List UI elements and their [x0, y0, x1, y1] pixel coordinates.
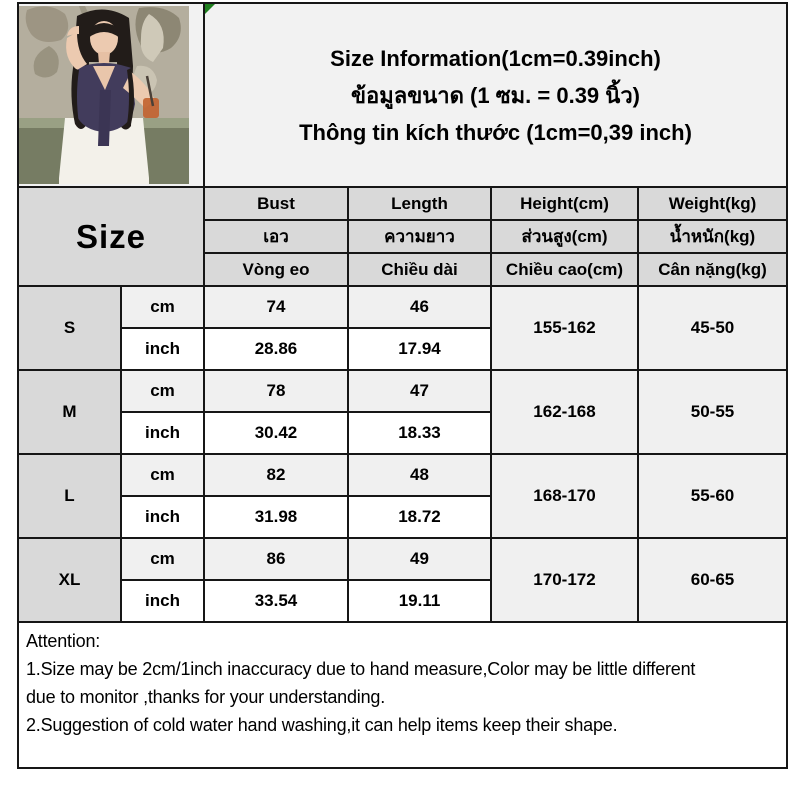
size-label-m: M: [18, 370, 121, 454]
l-bust-inch: 31.98: [204, 496, 348, 538]
xl-length-inch: 19.11: [348, 580, 491, 622]
row-xl-cm: [18, 538, 787, 580]
attention-row: [18, 622, 787, 768]
attention-cell: [18, 622, 787, 768]
m-length-cm: 47: [348, 370, 491, 412]
col-bust-en: Bust: [204, 187, 348, 220]
l-weight: 55-60: [638, 454, 787, 538]
col-bust-th: เอว: [204, 220, 348, 253]
green-corner-flag-icon: [205, 4, 215, 14]
title-row: [18, 3, 787, 187]
s-weight: 45-50: [638, 286, 787, 370]
s-length-cm: 46: [348, 286, 491, 328]
title-vi: Thông tin kích thước (1cm=0,39 inch): [299, 119, 692, 145]
model-photo-cell: [18, 3, 204, 187]
m-length-inch: 18.33: [348, 412, 491, 454]
m-weight: 50-55: [638, 370, 787, 454]
size-header-cell: [18, 187, 204, 286]
l-height: 168-170: [491, 454, 638, 538]
unit-cm: cm: [121, 370, 204, 412]
attention-heading: Attention:: [26, 631, 101, 651]
row-s-cm: [18, 286, 787, 328]
unit-inch: inch: [121, 496, 204, 538]
size-label-s: S: [18, 286, 121, 370]
unit-inch: inch: [121, 412, 204, 454]
unit-cm: cm: [121, 454, 204, 496]
l-length-inch: 18.72: [348, 496, 491, 538]
xl-bust-cm: 86: [204, 538, 348, 580]
header-row-en: [18, 187, 787, 220]
size-table: [17, 2, 788, 769]
attention-line-1: 1.Size may be 2cm/1inch inaccuracy due to hand measure,Color may be little different: [26, 659, 696, 679]
s-height: 155-162: [491, 286, 638, 370]
size-header-label: Size: [75, 217, 147, 255]
xl-height: 170-172: [491, 538, 638, 622]
s-bust-cm: 74: [204, 286, 348, 328]
xl-bust-inch: 33.54: [204, 580, 348, 622]
title-th: ข้อมูลขนาด (1 ซม. = 0.39 นิ้ว): [350, 82, 640, 108]
attention-text: [19, 623, 786, 739]
row-l-cm: [18, 454, 787, 496]
s-bust-inch: 28.86: [204, 328, 348, 370]
size-chart-sheet: [17, 2, 788, 769]
l-length-cm: 48: [348, 454, 491, 496]
m-height: 162-168: [491, 370, 638, 454]
size-label-xl: XL: [18, 538, 121, 622]
col-length-en: Length: [348, 187, 491, 220]
col-height-th: ส่วนสูง(cm): [491, 220, 638, 253]
col-height-vi: Chiều cao(cm): [491, 253, 638, 286]
title-cell: [204, 3, 787, 187]
col-length-th: ความยาว: [348, 220, 491, 253]
title-en: Size Information(1cm=0.39inch): [330, 45, 661, 71]
attention-line-3: 2.Suggestion of cold water hand washing,it can help items keep their shape.: [26, 715, 618, 735]
l-bust-cm: 82: [204, 454, 348, 496]
unit-inch: inch: [121, 580, 204, 622]
col-height-en: Height(cm): [491, 187, 638, 220]
attention-line-2: due to monitor ,thanks for your understanding.: [26, 687, 386, 707]
unit-cm: cm: [121, 538, 204, 580]
col-weight-th: น้ำหนัก(kg): [638, 220, 787, 253]
model-photo: [19, 6, 189, 184]
xl-length-cm: 49: [348, 538, 491, 580]
xl-weight: 60-65: [638, 538, 787, 622]
col-weight-vi: Cân nặng(kg): [638, 253, 787, 286]
col-bust-vi: Vòng eo: [204, 253, 348, 286]
size-label-l: L: [18, 454, 121, 538]
unit-cm: cm: [121, 286, 204, 328]
col-weight-en: Weight(kg): [638, 187, 787, 220]
m-bust-cm: 78: [204, 370, 348, 412]
s-length-inch: 17.94: [348, 328, 491, 370]
m-bust-inch: 30.42: [204, 412, 348, 454]
row-m-cm: [18, 370, 787, 412]
unit-inch: inch: [121, 328, 204, 370]
col-length-vi: Chiều dài: [348, 253, 491, 286]
